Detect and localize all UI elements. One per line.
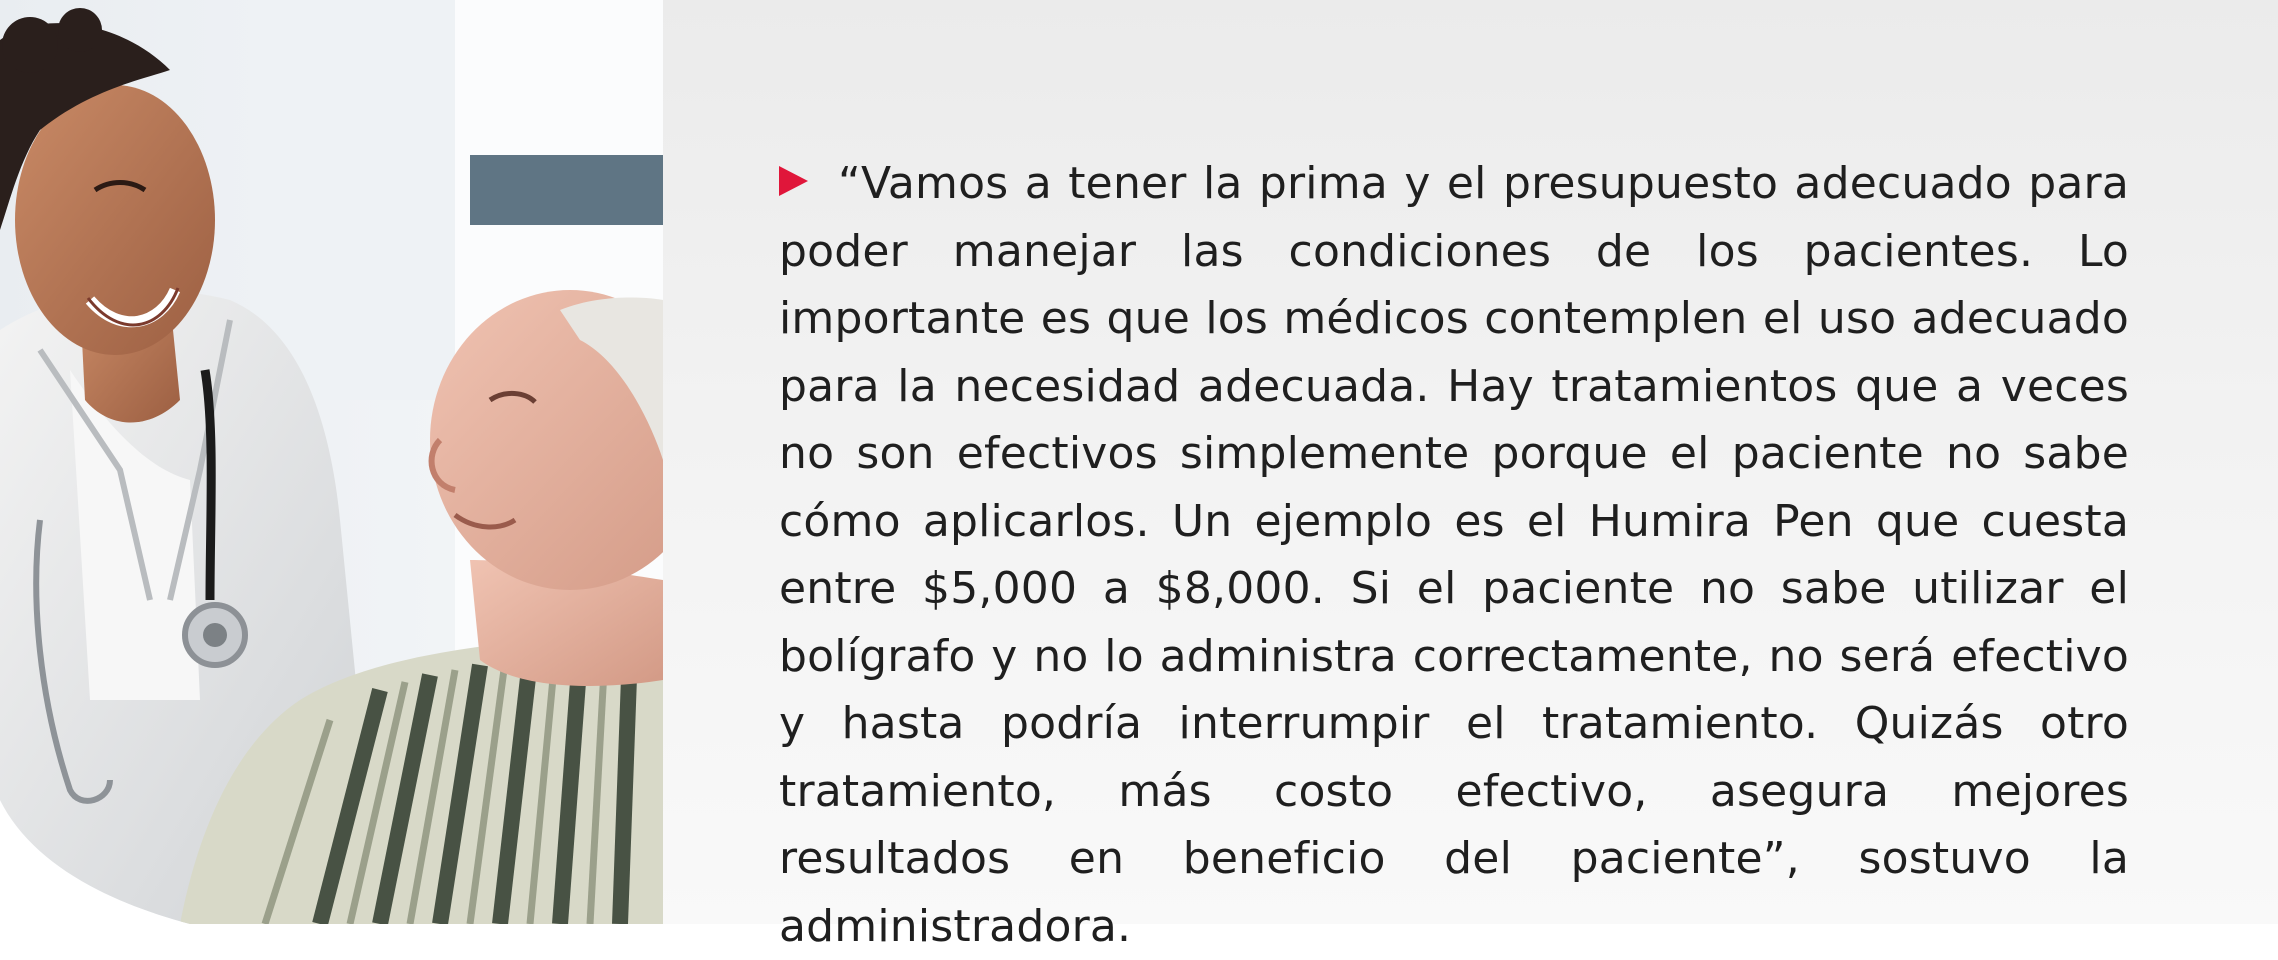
quote-paragraph [779, 150, 2129, 960]
quote-text: “Vamos a tener la prima y el presupuesto adecuado para poder manejar las condiciones de los pacientes. Lo importante es que los médicos contemplen el uso adecuado para la necesidad adecuada. Hay tratamientos que a veces no son efectivos simplemente porque el paciente no sabe cómo aplicarlos. Un ejemplo es el Humira Pen que cuesta entre $5,000 a $8,000. Si el paciente no sabe utilizar el bolígrafo y no lo administra correctamente, no será efectivo y hasta podría interrumpir el tratamiento. Quizás otro tratamiento, más costo efectivo, asegura mejores resultados en beneficio del paciente”, sostuvo la administradora. [779, 158, 2129, 952]
doctor-patient-photo [0, 0, 663, 924]
triangle-right-icon [779, 166, 808, 196]
quote-panel [663, 0, 2278, 952]
